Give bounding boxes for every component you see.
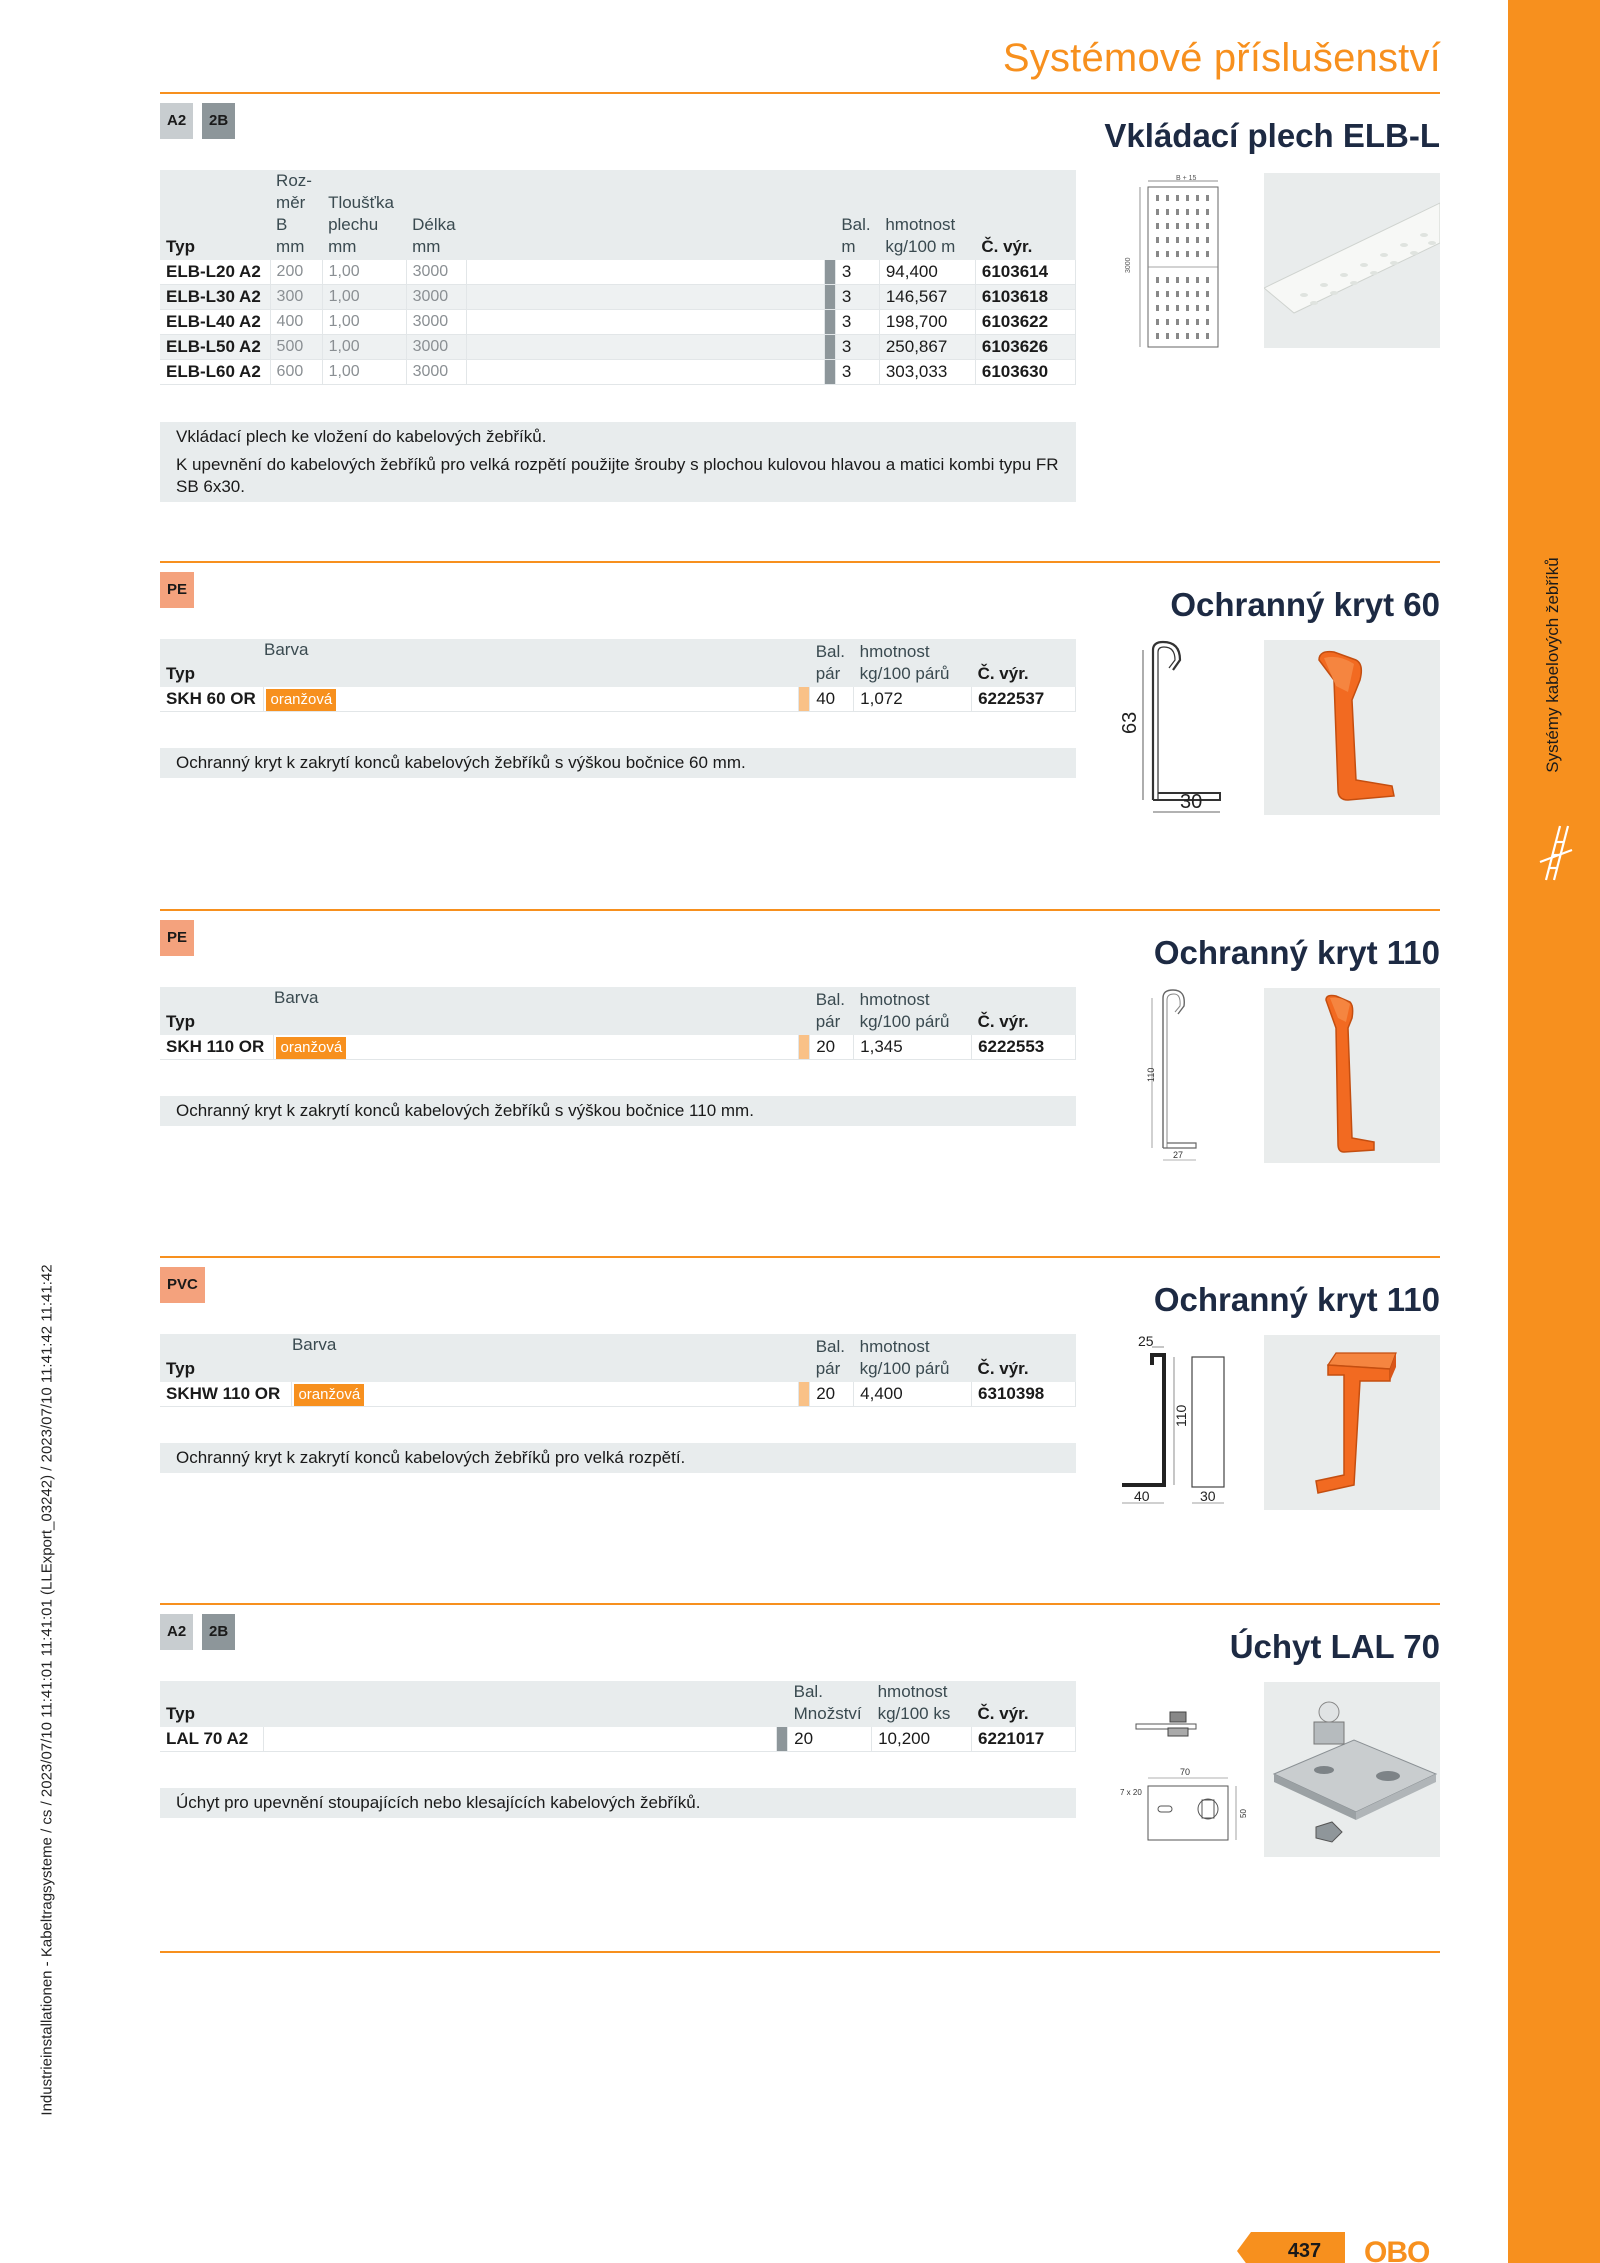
- technical-drawing: [1118, 988, 1258, 1163]
- sidebar-label: Systémy kabelových žebříků: [1543, 557, 1562, 773]
- dim-label: 40: [1134, 1488, 1150, 1504]
- dim-label: 3000: [1125, 257, 1132, 273]
- col-bal: Bal. pár: [810, 639, 854, 687]
- obo-logo: [1362, 2235, 1442, 2263]
- col-hmotnost: hmotnost kg/100 párů: [854, 1334, 972, 1382]
- col-bal: Bal. pár: [810, 1334, 854, 1382]
- dim-label: 63: [1119, 711, 1141, 734]
- table-row: ELB-L50 A2 500 1,00 3000 3 250,867 6103626: [160, 335, 1076, 360]
- dim-label: 70: [1180, 1767, 1191, 1777]
- col-barva: Barva: [264, 639, 799, 687]
- product-title: Ochranný kryt 60: [1170, 586, 1440, 623]
- section-rule: [160, 1951, 1440, 1953]
- section-rule: [160, 561, 1440, 563]
- product-title: Úchyt LAL 70: [1229, 1628, 1440, 1665]
- product-photo: [1264, 1335, 1440, 1510]
- dim-label: 50: [1239, 1809, 1248, 1818]
- col-tloustka: Tloušťka plechu mm: [322, 170, 406, 260]
- badge-material: PE: [160, 572, 194, 608]
- col-cislo: Č. výr.: [972, 987, 1076, 1035]
- table-row: LAL 70 A2 20 10,200 6221017: [160, 1727, 1076, 1752]
- dim-label: 27: [1173, 1150, 1184, 1160]
- color-chip: oranžová: [266, 689, 336, 711]
- section-lal-70: [160, 1614, 1440, 1874]
- header-rule: [160, 92, 1440, 94]
- col-delka: Délka mm: [406, 170, 466, 260]
- table-row: SKH 60 OR oranžová 40 1,072 6222537: [160, 687, 1076, 712]
- product-note: Vkládací plech ke vložení do kabelových žebříků. K upevnění do kabelových žebříků pro velká rozpětí použijte šrouby s plochou kulovou hlavou a matici kombi typu FR SB 6x30.: [160, 422, 1076, 502]
- badge-2b: 2B: [202, 1614, 235, 1650]
- color-chip: oranžová: [294, 1384, 364, 1406]
- color-chip: oranžová: [276, 1037, 346, 1059]
- page-number: 437: [1287, 2240, 1322, 2262]
- table-row: SKHW 110 OR oranžová 20 4,400 6310398: [160, 1382, 1076, 1407]
- col-typ: Typ: [160, 639, 264, 687]
- cable-ladder-icon: [1536, 822, 1576, 882]
- spec-table: [160, 1334, 1076, 1407]
- section-rule: [160, 1603, 1440, 1605]
- dim-label: 110: [1146, 1067, 1156, 1082]
- product-note: Úchyt pro upevnění stoupajících nebo klesajících kabelových žebříků.: [160, 1788, 1076, 1818]
- badge-material: PE: [160, 920, 194, 956]
- product-note: Ochranný kryt k zakrytí konců kabelových žebříků pro velká rozpětí.: [160, 1443, 1076, 1473]
- dim-label: 110: [1173, 1404, 1189, 1427]
- col-cislo: Č. výr.: [972, 1334, 1076, 1382]
- badge-material: PVC: [160, 1267, 205, 1303]
- badge-2b: 2B: [202, 103, 235, 139]
- table-row: ELB-L30 A2 300 1,00 3000 3 146,567 6103618: [160, 285, 1076, 310]
- section-elb-l: [160, 103, 1440, 523]
- product-photo: [1264, 640, 1440, 815]
- product-photo: [1264, 173, 1440, 348]
- col-cislo: Č. výr.: [975, 170, 1075, 260]
- col-rozmer: Roz- měr B mm: [270, 170, 322, 260]
- col-hmotnost: hmotnost kg/100 párů: [854, 639, 972, 687]
- technical-drawing: [1118, 1335, 1258, 1510]
- dim-label: 25: [1138, 1335, 1154, 1349]
- technical-drawing: [1118, 173, 1258, 348]
- page-title: Systémové příslušenství: [1002, 36, 1441, 80]
- svg-text:OBO: OBO: [1364, 2236, 1430, 2263]
- spec-table: [160, 987, 1076, 1060]
- export-info: Industrieinstallationen - Kabeltragsysteme / cs / 2023/07/10 11:41:01 11:41:01 (LLExport_03242) / 2023/07/10 11:41:42 11:41:42: [38, 1264, 56, 2116]
- product-photo: [1264, 988, 1440, 1163]
- product-note: Ochranný kryt k zakrytí konců kabelových žebříků s výškou bočnice 110 mm.: [160, 1096, 1076, 1126]
- col-hmotnost: hmotnost kg/100 párů: [854, 987, 972, 1035]
- section-rule: [160, 909, 1440, 911]
- sidebar: [1508, 0, 1600, 2263]
- col-typ: Typ: [160, 170, 270, 260]
- spec-table: [160, 170, 1076, 385]
- col-hmotnost: hmotnost kg/100 ks: [872, 1681, 972, 1727]
- col-bal: Bal. pár: [810, 987, 854, 1035]
- dim-label: 7 x 20: [1120, 1788, 1142, 1797]
- spec-table: [160, 1681, 1076, 1752]
- product-title: Ochranný kryt 110: [1153, 934, 1440, 971]
- col-typ: Typ: [160, 987, 274, 1035]
- dim-label: 30: [1200, 1488, 1216, 1504]
- col-barva: Barva: [274, 987, 799, 1035]
- technical-drawing: [1118, 1682, 1258, 1857]
- section-skhw-110: [160, 1267, 1440, 1517]
- col-typ: Typ: [160, 1681, 264, 1727]
- product-photo: [1264, 1682, 1440, 1857]
- table-row: ELB-L60 A2 600 1,00 3000 3 303,033 6103630: [160, 360, 1076, 385]
- section-skh-110: [160, 920, 1440, 1170]
- section-rule: [160, 1256, 1440, 1258]
- badge-a2: A2: [160, 1614, 193, 1650]
- badge-a2: A2: [160, 103, 193, 139]
- product-title: Ochranný kryt 110: [1153, 1281, 1440, 1318]
- spec-table: [160, 639, 1076, 712]
- dim-label: 30: [1180, 791, 1203, 813]
- dim-label: B + 15: [1176, 175, 1197, 182]
- product-title: Vkládací plech ELB-L: [1104, 117, 1440, 154]
- section-skh-60: [160, 572, 1440, 822]
- col-hmotnost: hmotnost kg/100 m: [879, 170, 975, 260]
- table-row: SKH 110 OR oranžová 20 1,345 6222553: [160, 1035, 1076, 1060]
- table-row: ELB-L40 A2 400 1,00 3000 3 198,700 6103622: [160, 310, 1076, 335]
- col-cislo: Č. výr.: [972, 639, 1076, 687]
- col-barva: Barva: [292, 1334, 799, 1382]
- col-bal: Bal. m: [835, 170, 879, 260]
- col-bal: Bal. Množství: [788, 1681, 872, 1727]
- technical-drawing: [1118, 640, 1258, 815]
- col-cislo: Č. výr.: [972, 1681, 1076, 1727]
- table-row: ELB-L20 A2 200 1,00 3000 3 94,400 6103614: [160, 260, 1076, 285]
- col-typ: Typ: [160, 1334, 292, 1382]
- product-note: Ochranný kryt k zakrytí konců kabelových žebříků s výškou bočnice 60 mm.: [160, 748, 1076, 778]
